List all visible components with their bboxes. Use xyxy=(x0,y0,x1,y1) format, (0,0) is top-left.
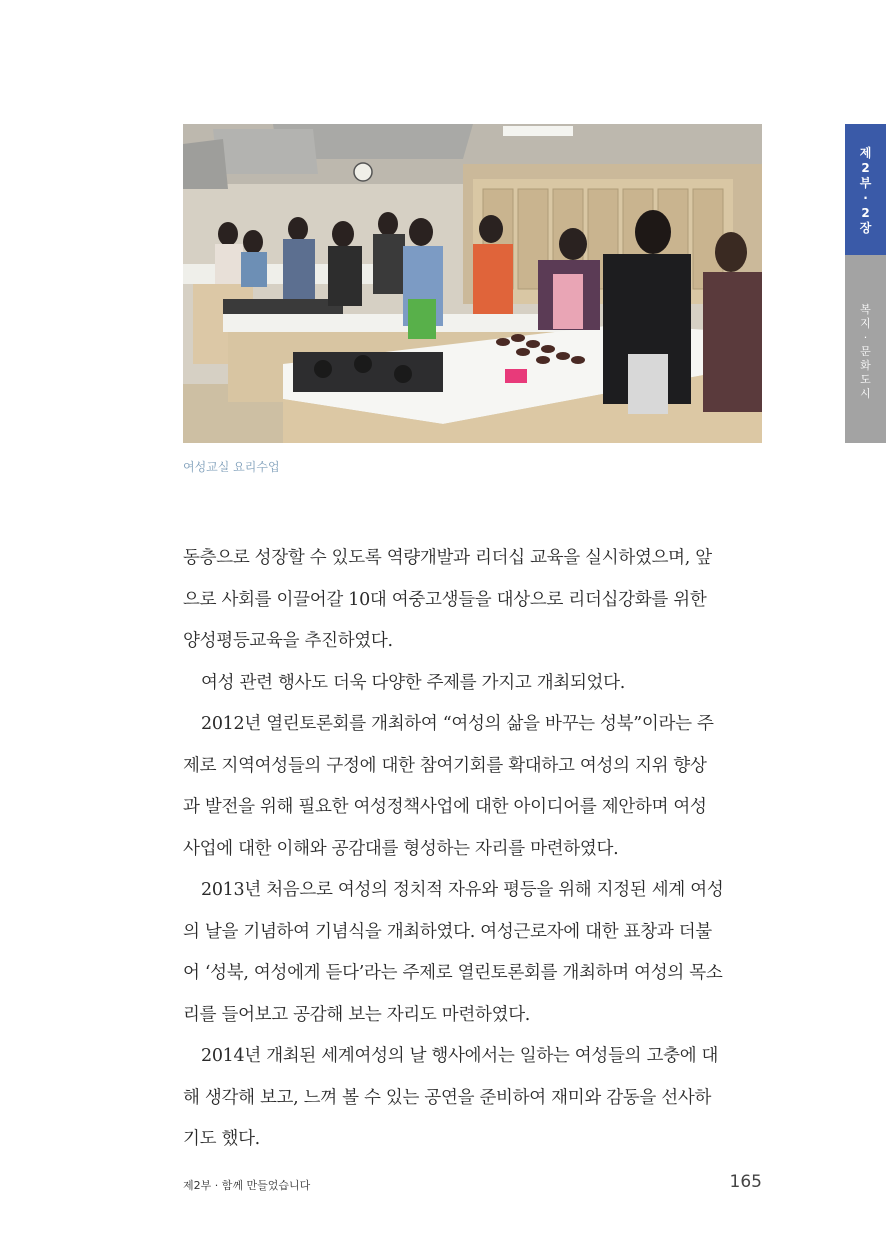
text-line: 어 ‘성북, 여성에게 듣다’라는 주제로 열린토론회를 개최하며 여성의 목소 xyxy=(183,963,723,983)
text-line: 양성평등교육을 추진하였다. xyxy=(183,631,393,651)
text-line: 2014년 개최된 세계여성의 날 행사에서는 일하는 여성들의 고충에 대 xyxy=(201,1046,719,1066)
tab-char: 도 xyxy=(860,373,871,386)
tab-char: 화 xyxy=(860,359,871,372)
tab-char: 장 xyxy=(859,221,872,235)
tab-char: · xyxy=(863,331,868,344)
text-line: 의 날을 기념하여 기념식을 개최하였다. 여성근로자에 대한 표창과 더불 xyxy=(183,921,712,942)
text-line: 과 발전을 위해 필요한 여성정책사업에 대한 아이디어를 제안하며 여성 xyxy=(183,797,707,817)
text-line: 2012년 열린토론회를 개최하여 “여성의 삶을 바꾸는 성북”이라는 주 xyxy=(201,714,714,734)
tab-char: 부 xyxy=(859,176,872,190)
photo-caption: 여성교실 요리수업 xyxy=(183,460,280,474)
tab-char: 복 xyxy=(860,303,871,316)
tab-char: · xyxy=(863,191,868,205)
text-line: 2013년 처음으로 여성의 정치적 자유와 평등을 위해 지정된 세계 여성 xyxy=(201,880,724,900)
side-tab-welfare-culture-city[interactable] xyxy=(845,255,886,443)
text-line: 해 생각해 보고, 느껴 볼 수 있는 공연을 준비하여 재미와 감동을 선사하 xyxy=(183,1087,712,1108)
tab-char: 시 xyxy=(860,387,871,400)
tab-char: 제 xyxy=(859,146,872,160)
text-line: 사업에 대한 이해와 공감대를 형성하는 자리를 마련하였다. xyxy=(183,838,619,859)
text-line: 제로 지역여성들의 구정에 대한 참여기회를 확대하고 여성의 지위 향상 xyxy=(183,755,707,776)
text-line: 동층으로 성장할 수 있도록 역량개발과 리더십 교육을 실시하였으며, 앞 xyxy=(183,548,712,568)
page-number: 165 xyxy=(729,1172,762,1192)
text-line: 여성 관련 행사도 더욱 다양한 주제를 가지고 개최되었다. xyxy=(201,672,626,693)
body-text xyxy=(183,538,765,1161)
tab-char: 문 xyxy=(860,345,871,358)
cooking-class-photo xyxy=(183,124,762,443)
side-tab-part2-chapter2[interactable] xyxy=(845,124,886,255)
tab-char: 2 xyxy=(861,206,870,220)
tab-char: 2 xyxy=(861,161,870,175)
footer-section-title: 제2부 · 함께 만들었습니다 xyxy=(183,1179,311,1192)
text-line: 으로 사회를 이끌어갈 10대 여중고생들을 대상으로 리더십강화를 위한 xyxy=(183,589,707,610)
tab-char: 지 xyxy=(860,317,871,330)
text-line: 기도 했다. xyxy=(183,1129,260,1149)
text-line: 리를 들어보고 공감해 보는 자리도 마련하였다. xyxy=(183,1004,531,1025)
